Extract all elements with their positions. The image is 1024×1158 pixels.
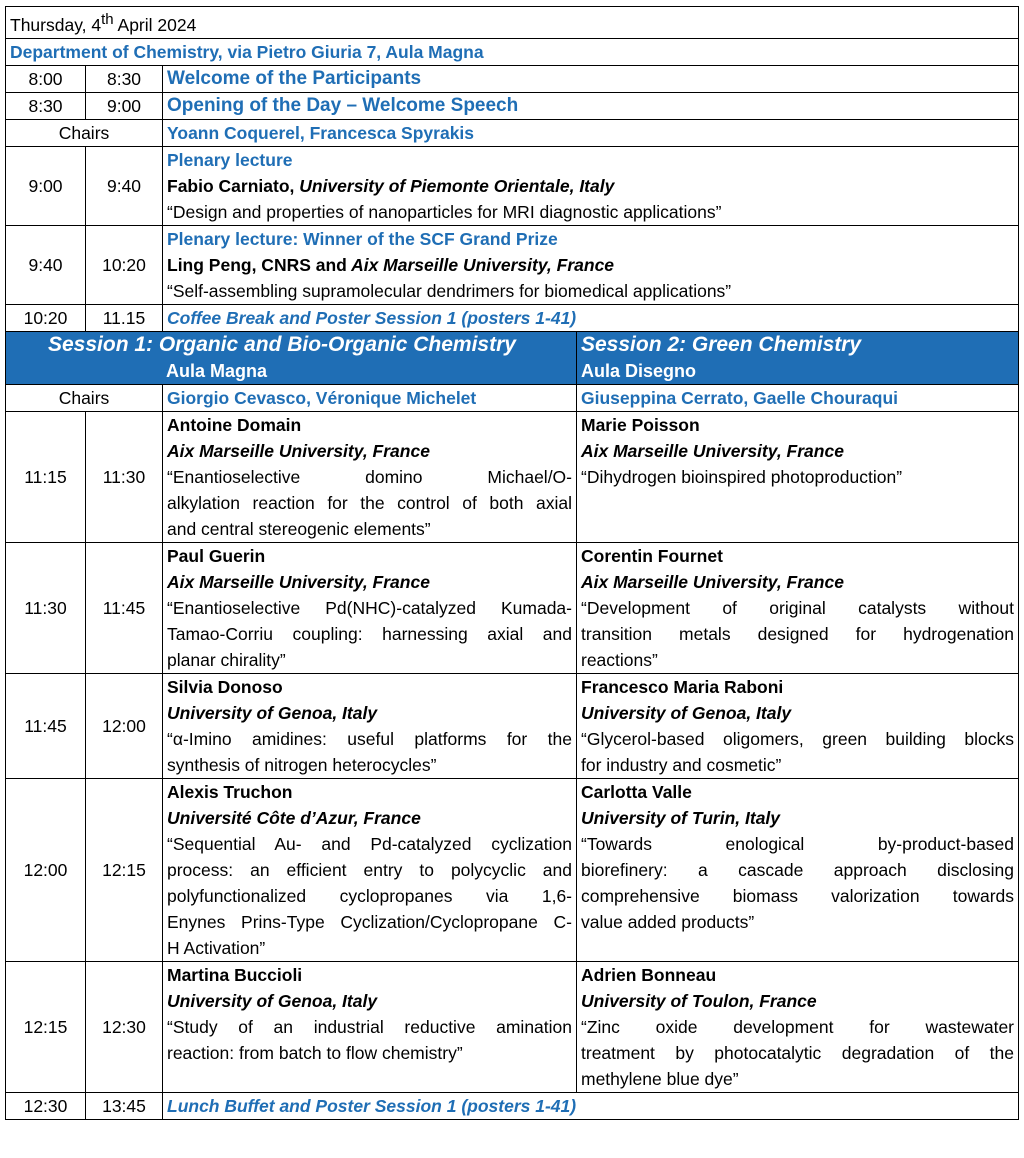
day-title: Thursday, 4th April 2024	[6, 7, 1019, 39]
start-time: 12:30	[6, 1092, 86, 1119]
plenary-speaker: Fabio Carniato, University of Piemonte Orientale, Italy	[167, 175, 615, 196]
talk-title-line: “Dihydrogen bioinspired photoproduction”	[581, 466, 903, 487]
end-time: 11.15	[86, 304, 163, 331]
speaker-affiliation: Université Côte d’Azur, France	[167, 807, 421, 828]
talk-title-line: value added products”	[581, 911, 755, 932]
schedule-table	[5, 6, 1019, 1120]
plenary-title: “Design and properties of nanoparticles for MRI diagnostic applications”	[167, 201, 722, 222]
session-1-header	[6, 331, 577, 384]
end-time: 9:00	[86, 92, 163, 119]
speaker-name: Antoine Domain	[167, 414, 302, 435]
session-2-talk	[577, 961, 1019, 1092]
session-2-talk	[577, 411, 1019, 542]
start-time: 12:00	[6, 778, 86, 961]
talk-title-line: for industry and cosmetic”	[581, 754, 782, 775]
session-2-talk	[577, 542, 1019, 673]
talk-title-line: alkylation reaction for the control of both axial	[167, 492, 572, 513]
talk-title-line: and central stereogenic elements”	[167, 518, 431, 539]
talk-title-line: “Enantioselective domino Michael/O-	[167, 466, 572, 487]
plenary-row	[6, 225, 1019, 304]
plenary-type: Plenary lecture	[167, 149, 293, 170]
talk-title-line: “Glycerol-based oligomers, green building blocks	[581, 728, 1015, 749]
talk-slot-row	[6, 542, 1019, 673]
schedule-row	[6, 65, 1019, 92]
speaker-affiliation: University of Turin, Italy	[581, 807, 781, 828]
session-name: Session 1: Organic and Bio-Organic Chemistry	[48, 332, 516, 356]
end-time: 13:45	[86, 1092, 163, 1119]
end-time: 9:40	[86, 146, 163, 225]
plenary-speaker: Ling Peng, CNRS and Aix Marseille University, France	[167, 254, 615, 275]
start-time: 11:45	[6, 673, 86, 778]
talk-title-line: “Zinc oxide development for wastewater	[581, 1016, 1015, 1037]
end-time: 8:30	[86, 65, 163, 92]
start-time: 12:15	[6, 961, 86, 1092]
chairs-label: Chairs	[6, 384, 163, 411]
start-time: 11:30	[6, 542, 86, 673]
talk-title-line: process: an efficient entry to polycyclic and	[167, 859, 572, 880]
talk-slot-row	[6, 411, 1019, 542]
session-chairs-row	[6, 384, 1019, 411]
venue-label: Department of Chemistry, via Pietro Giuria 7, Aula Magna	[6, 38, 1019, 65]
talk-slot-row	[6, 961, 1019, 1092]
speaker-affiliation: Aix Marseille University, France	[167, 571, 430, 592]
speaker-affiliation: University of Genoa, Italy	[167, 990, 378, 1011]
chairs-label: Chairs	[6, 119, 163, 146]
speaker-name: Adrien Bonneau	[581, 964, 717, 985]
talk-title-line: planar chirality”	[167, 649, 286, 670]
speaker-affiliation: University of Genoa, Italy	[581, 702, 792, 723]
talk-title-line: H Activation”	[167, 937, 266, 958]
plenary-title: “Self-assembling supramolecular dendrimers for biomedical applications”	[167, 280, 732, 301]
talk-title-line: Tamao-Corriu coupling: harnessing axial and	[167, 623, 572, 644]
talk-title-line: “Towards enological by-product-based	[581, 833, 1015, 854]
end-time: 11:45	[86, 542, 163, 673]
talk-title-line: “α-Imino amidines: useful platforms for the	[167, 728, 572, 749]
talk-slot-row	[6, 778, 1019, 961]
speaker-name: Francesco Maria Raboni	[581, 676, 784, 697]
talk-title-line: transition metals designed for hydrogenation	[581, 623, 1015, 644]
lunch-label: Lunch Buffet and Poster Session 1 (posters 1-41)	[163, 1092, 1019, 1119]
speaker-name: Alexis Truchon	[167, 781, 293, 802]
session-room: Aula Disegno	[581, 360, 697, 381]
talk-title-line: biorefinery: a cascade approach disclosing	[581, 859, 1015, 880]
speaker-affiliation: Aix Marseille University, France	[581, 440, 844, 461]
start-time: 8:30	[6, 92, 86, 119]
talk-title-line: polyfunctionalized cyclopropanes via 1,6-	[167, 885, 572, 906]
session-1-talk	[163, 778, 577, 961]
session-name: Session 2: Green Chemistry	[581, 332, 862, 356]
sessions-header-row	[6, 331, 1019, 384]
speaker-name: Paul Guerin	[167, 545, 266, 566]
chairs-names: Yoann Coquerel, Francesca Spyrakis	[163, 119, 1019, 146]
start-time: 9:00	[6, 146, 86, 225]
talk-title-line: comprehensive biomass valorization towards	[581, 885, 1015, 906]
talk-title-line: methylene blue dye”	[581, 1068, 739, 1089]
speaker-affiliation: Aix Marseille University, France	[581, 571, 844, 592]
end-time: 12:00	[86, 673, 163, 778]
session-2-header	[577, 331, 1019, 384]
day-header-row	[6, 7, 1019, 39]
coffee-break-label: Coffee Break and Poster Session 1 (posters 1-41)	[163, 304, 1019, 331]
talk-title-line: treatment by photocatalytic degradation of the	[581, 1042, 1015, 1063]
talk-title-line: “Sequential Au- and Pd-catalyzed cyclization	[167, 833, 572, 854]
end-time: 10:20	[86, 225, 163, 304]
talk-slots	[6, 411, 1019, 1092]
start-time: 9:40	[6, 225, 86, 304]
talk-title-line: reaction: from batch to flow chemistry”	[167, 1042, 463, 1063]
speaker-affiliation: University of Genoa, Italy	[167, 702, 378, 723]
session-room: Aula Magna	[166, 360, 268, 381]
talk-title-line: Enynes Prins-Type Cyclization/Cyclopropane C-	[167, 911, 572, 932]
plenary-cell	[163, 146, 1019, 225]
event-label: Welcome of the Participants	[163, 65, 1019, 92]
start-time: 10:20	[6, 304, 86, 331]
session-2-talk	[577, 778, 1019, 961]
speaker-name: Martina Buccioli	[167, 964, 303, 985]
chairs-row	[6, 119, 1019, 146]
speaker-affiliation: Aix Marseille University, France	[167, 440, 430, 461]
talk-title-line: “Development of original catalysts without	[581, 597, 1015, 618]
talk-title-line: “Enantioselective Pd(NHC)-catalyzed Kumada-	[167, 597, 572, 618]
plenary-cell	[163, 225, 1019, 304]
end-time: 11:30	[86, 411, 163, 542]
session-1-chairs: Giorgio Cevasco, Véronique Michelet	[163, 384, 577, 411]
speaker-name: Carlotta Valle	[581, 781, 692, 802]
event-label: Opening of the Day – Welcome Speech	[163, 92, 1019, 119]
session-1-talk	[163, 411, 577, 542]
end-time: 12:15	[86, 778, 163, 961]
session-2-talk	[577, 673, 1019, 778]
talk-title-line: “Study of an industrial reductive amination	[167, 1016, 572, 1037]
start-time: 11:15	[6, 411, 86, 542]
talk-slot-row	[6, 673, 1019, 778]
talk-title-line: synthesis of nitrogen heterocycles”	[167, 754, 437, 775]
schedule-row	[6, 92, 1019, 119]
speaker-affiliation: University of Toulon, France	[581, 990, 817, 1011]
plenary-row	[6, 146, 1019, 225]
speaker-name: Corentin Fournet	[581, 545, 723, 566]
session-1-talk	[163, 961, 577, 1092]
start-time: 8:00	[6, 65, 86, 92]
plenary-type: Plenary lecture: Winner of the SCF Grand Prize	[167, 228, 558, 249]
session-2-chairs: Giuseppina Cerrato, Gaelle Chouraqui	[577, 384, 1019, 411]
session-1-talk	[163, 673, 577, 778]
talk-title-line: reactions”	[581, 649, 658, 670]
coffee-break-row	[6, 304, 1019, 331]
lunch-row	[6, 1092, 1019, 1119]
speaker-name: Silvia Donoso	[167, 676, 283, 697]
venue-row	[6, 38, 1019, 65]
end-time: 12:30	[86, 961, 163, 1092]
session-1-talk	[163, 542, 577, 673]
speaker-name: Marie Poisson	[581, 414, 700, 435]
